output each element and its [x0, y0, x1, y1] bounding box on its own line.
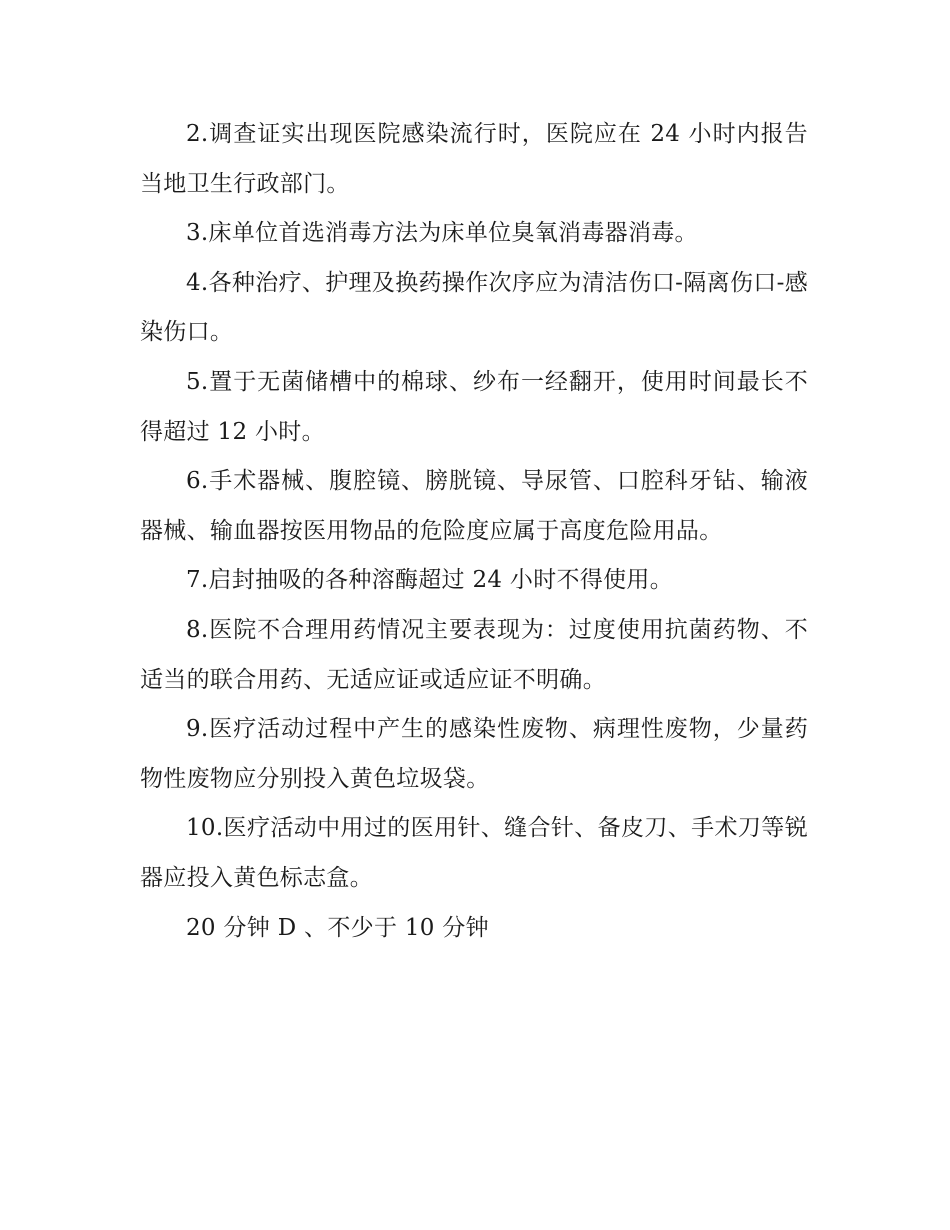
paragraph-item-10: 10.医疗活动中用过的医用针、缝合针、备皮刀、手术刀等锐器应投入黄色标志盒。: [140, 815, 808, 891]
paragraph-item-2: 2.调查证实出现医院感染流行时，医院应在 24 小时内报告当地卫生行政部门。: [140, 121, 808, 197]
paragraph-fragment: 20 分钟 D 、不少于 10 分钟: [186, 914, 489, 941]
document-page: [140, 110, 808, 953]
paragraph-item-7: 7.启封抽吸的各种溶酶超过 24 小时不得使用。: [186, 567, 674, 594]
paragraph-item-3: 3.床单位首选消毒方法为床单位臭氧消毒器消毒。: [186, 220, 698, 247]
paragraph-item-9: 9.医疗活动过程中产生的感染性废物、病理性废物，少量药物性废物应分别投入黄色垃圾袋。: [140, 716, 808, 792]
paragraph-item-6: 6.手术器械、腹腔镜、膀胱镜、导尿管、口腔科牙钻、输液器械、输血器按医用物品的危险度应属于高度危险用品。: [140, 468, 808, 544]
paragraph-item-8: 8.医院不合理用药情况主要表现为：过度使用抗菌药物、不适当的联合用药、无适应证或适应证不明确。: [140, 616, 808, 693]
paragraph-item-4: 4.各种治疗、护理及换药操作次序应为清洁伤口-隔离伤口-感染伤口。: [140, 269, 808, 346]
paragraph-item-5: 5.置于无菌储槽中的棉球、纱布一经翻开，使用时间最长不得超过 12 小时。: [140, 368, 808, 445]
